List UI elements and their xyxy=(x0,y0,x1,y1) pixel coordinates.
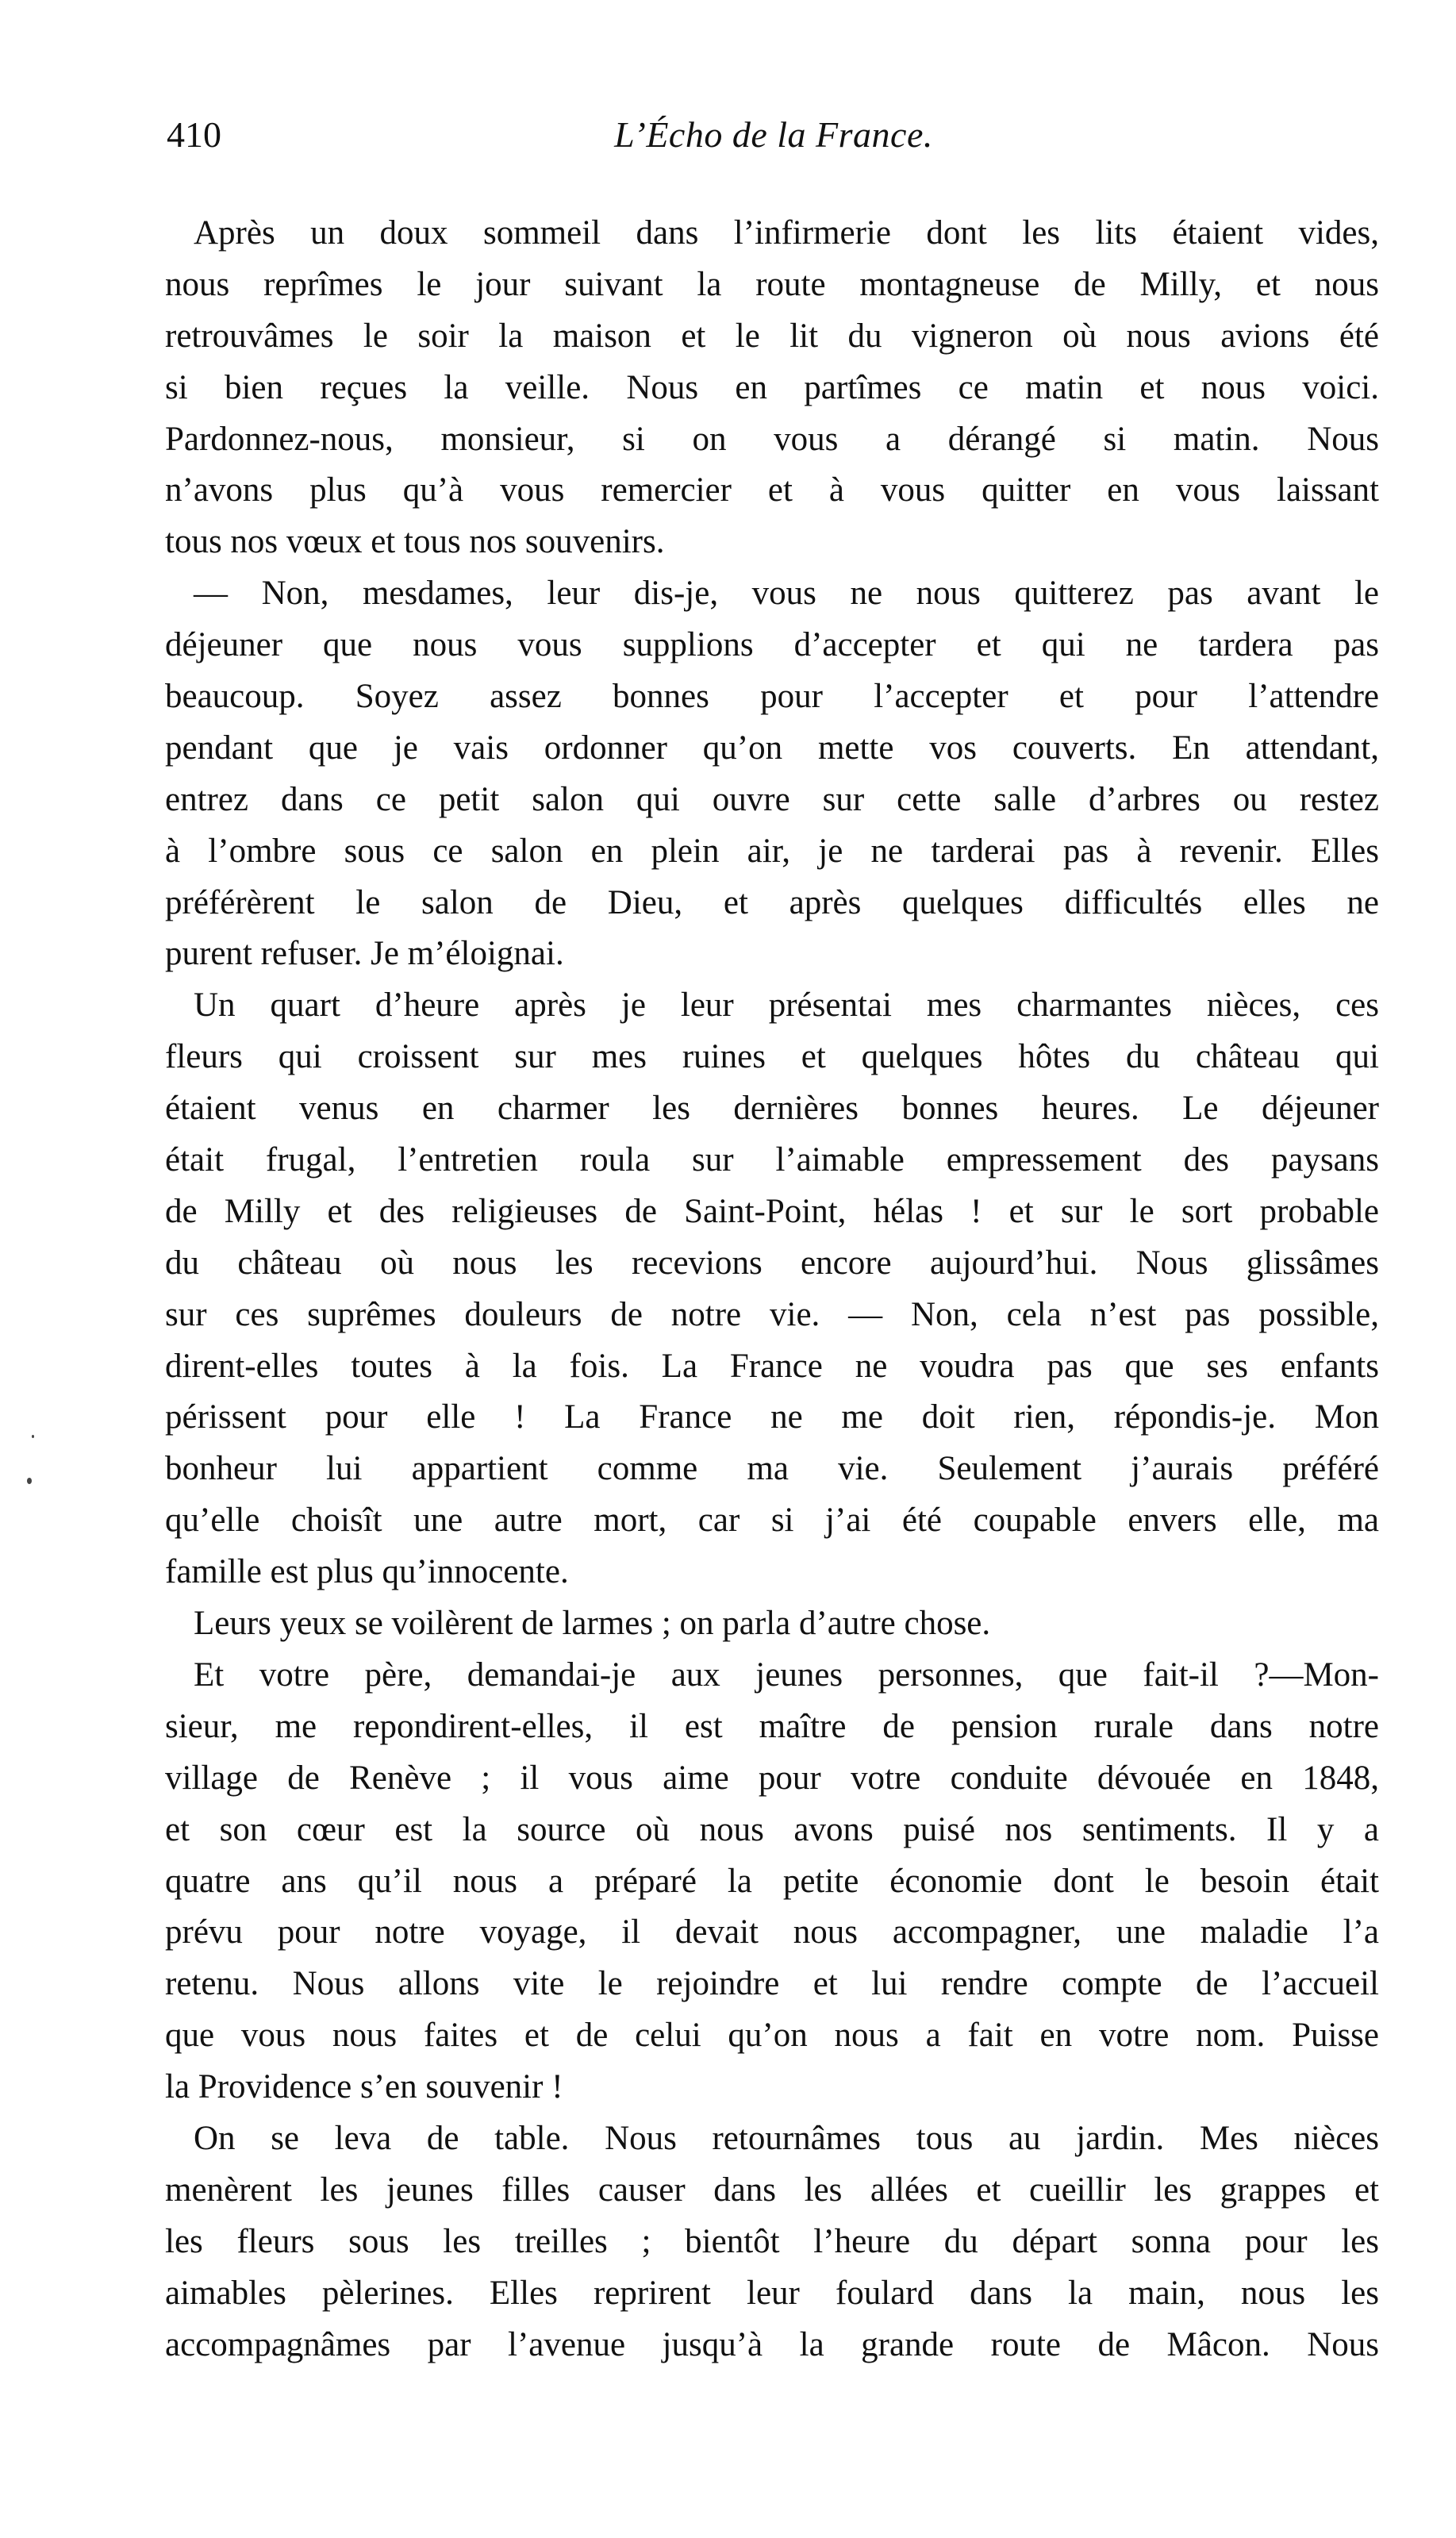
text-line: Un quart d’heure après je leur présentai mes charmantes nièces, ces xyxy=(194,986,1379,1025)
print-speck xyxy=(27,1478,32,1484)
text-line: beaucoup. Soyez assez bonnes pour l’accepter et pour l’attendre xyxy=(165,678,1379,716)
text-line: village de Renève ; il vous aime pour votre conduite dévouée en 1848, xyxy=(165,1759,1379,1797)
text-line: accompagnâmes par l’avenue jusqu’à la grande route de Mâcon. Nous xyxy=(165,2325,1379,2363)
text-line: préférèrent le salon de Dieu, et après quelques difficultés elles ne xyxy=(165,883,1379,921)
text-line: n’avons plus qu’à vous remercier et à vous quitter en vous laissant xyxy=(165,471,1379,510)
text-line: purent refuser. Je m’éloignai. xyxy=(165,935,564,973)
text-line: Et votre père, demandai-je aux jeunes personnes, que fait-il ?—Mon- xyxy=(194,1655,1379,1694)
text-line: pendant que je vais ordonner qu’on mette vos couverts. En attendant, xyxy=(165,729,1379,767)
print-speck xyxy=(32,1435,34,1438)
text-line: déjeuner que nous vous supplions d’accepter et qui ne tardera pas xyxy=(165,626,1379,664)
text-line: nous reprîmes le jour suivant la route montagneuse de Milly, et nous xyxy=(165,265,1379,303)
text-line: de Milly et des religieuses de Saint-Point, hélas ! et sur le sort probable xyxy=(165,1192,1379,1230)
text-line: était frugal, l’entretien roula sur l’aimable empressement des paysans xyxy=(165,1141,1379,1179)
text-line: périssent pour elle ! La France ne me doit rien, répondis-je. Mon xyxy=(165,1398,1379,1436)
text-line: et son cœur est la source où nous avons puisé nos sentiments. Il y a xyxy=(165,1810,1379,1848)
text-line: du château où nous les recevions encore aujourd’hui. Nous glissâmes xyxy=(165,1244,1379,1282)
text-line: les fleurs sous les treilles ; bientôt l’heure du départ sonna pour les xyxy=(165,2222,1379,2260)
text-line: fleurs qui croissent sur mes ruines et quelques hôtes du château qui xyxy=(165,1038,1379,1076)
text-line: menèrent les jeunes filles causer dans les allées et cueillir les grappes et xyxy=(165,2171,1379,2209)
text-line: bonheur lui appartient comme ma vie. Seulement j’aurais préféré xyxy=(165,1450,1379,1488)
running-head xyxy=(167,113,1381,168)
text-line: famille est plus qu’innocente. xyxy=(165,1553,569,1591)
text-line: entrez dans ce petit salon qui ouvre sur cette salle d’arbres ou restez xyxy=(165,780,1379,818)
text-line: dirent-elles toutes à la fois. La France ne voudra pas que ses enfants xyxy=(165,1347,1379,1385)
page-number: 410 xyxy=(167,114,221,155)
text-line: — Non, mesdames, leur dis-je, vous ne nous quitterez pas avant le xyxy=(194,575,1379,613)
text-line: tous nos vœux et tous nos souvenirs. xyxy=(165,523,665,561)
text-line: quatre ans qu’il nous a préparé la petite économie dont le besoin était xyxy=(165,1862,1379,1900)
text-line: retenu. Nous allons vite le rejoindre et lui rendre compte de l’accueil xyxy=(165,1965,1379,2003)
text-line: étaient venus en charmer les dernières bonnes heures. Le déjeuner xyxy=(165,1090,1379,1128)
text-line: Leurs yeux se voilèrent de larmes ; on parla d’autre chose. xyxy=(194,1605,991,1643)
text-line: On se leva de table. Nous retournâmes tous au jardin. Mes nièces xyxy=(194,2119,1379,2157)
text-line: Après un doux sommeil dans l’infirmerie dont les lits étaient vides, xyxy=(194,214,1379,252)
running-title: L’Écho de la France. xyxy=(614,114,933,155)
text-line: qu’elle choisît une autre mort, car si j’ai été coupable envers elle, ma xyxy=(165,1502,1379,1540)
body-text xyxy=(165,208,1379,2371)
text-line: la Providence s’en souvenir ! xyxy=(165,2068,563,2106)
text-line: à l’ombre sous ce salon en plein air, je ne tarderai pas à revenir. Elles xyxy=(165,832,1379,870)
text-line: aimables pèlerines. Elles reprirent leur foulard dans la main, nous les xyxy=(165,2274,1379,2312)
text-line: retrouvâmes le soir la maison et le lit du vigneron où nous avions été xyxy=(165,317,1379,355)
text-line: que vous nous faites et de celui qu’on nous a fait en votre nom. Puisse xyxy=(165,2017,1379,2055)
text-line: si bien reçues la veille. Nous en partîmes ce matin et nous voici. xyxy=(165,368,1379,406)
text-line: Pardonnez-nous, monsieur, si on vous a dérangé si matin. Nous xyxy=(165,420,1379,458)
text-line: prévu pour notre voyage, il devait nous accompagner, une maladie l’a xyxy=(165,1913,1379,1952)
text-line: sieur, me repondirent-elles, il est maître de pension rurale dans notre xyxy=(165,1707,1379,1745)
text-line: sur ces suprêmes douleurs de notre vie. — Non, cela n’est pas possible, xyxy=(165,1295,1379,1333)
